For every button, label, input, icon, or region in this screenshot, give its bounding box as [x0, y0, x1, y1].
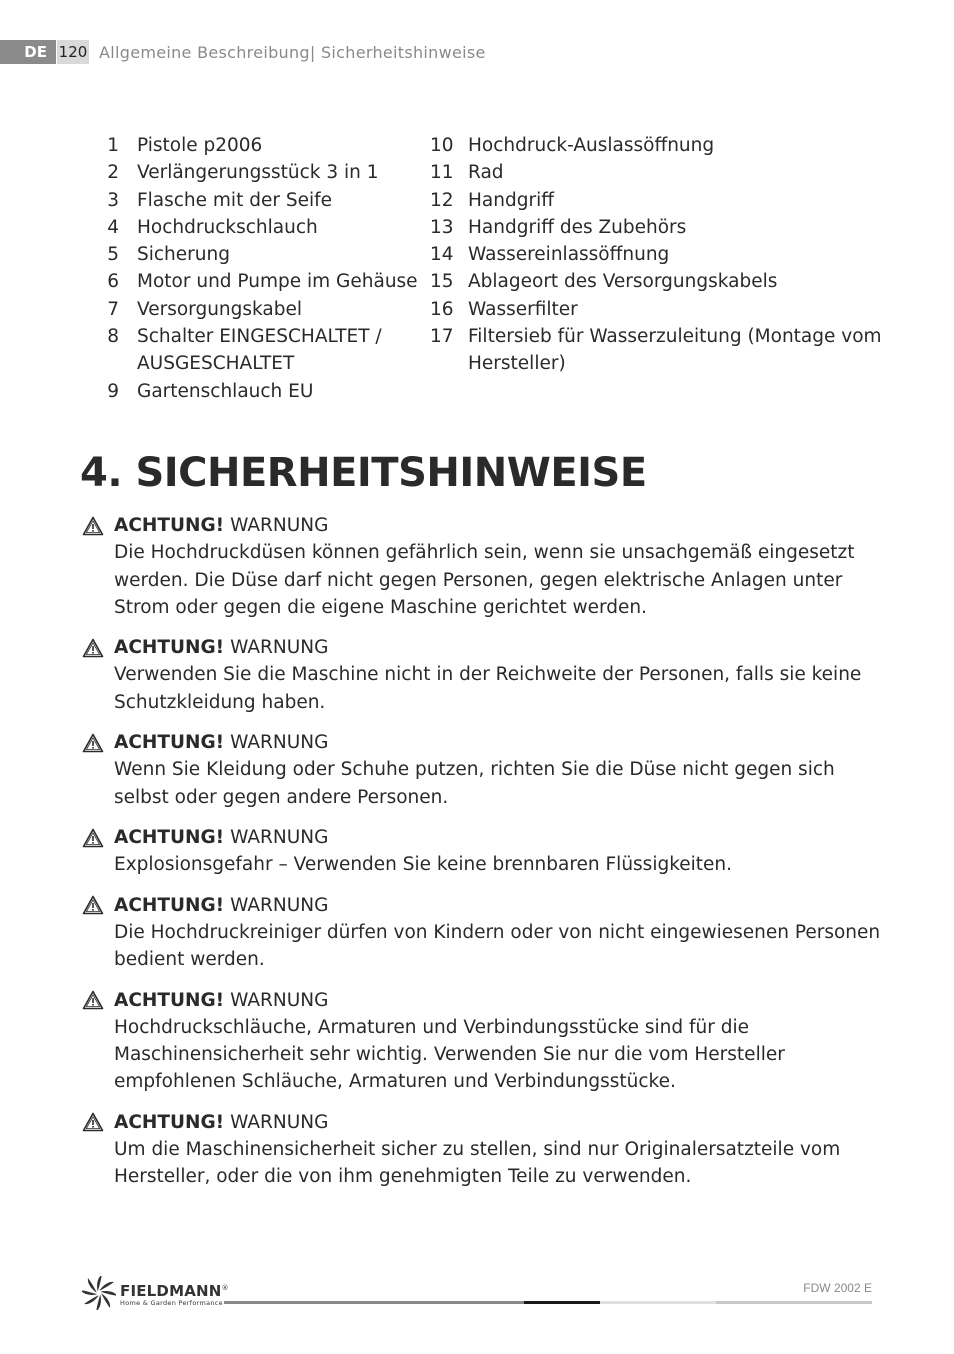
warning-header: [82, 634, 882, 661]
part-name: Handgriff: [468, 189, 554, 211]
warning-header: [82, 729, 882, 756]
warning-block: [82, 512, 882, 621]
parts-list-item: [430, 187, 900, 214]
part-name: Ablageort des Versorgungskabels: [468, 271, 778, 293]
footer-rule-light: [600, 1301, 716, 1304]
model-number: FDW 2002 E: [803, 1281, 872, 1295]
part-number: 17: [430, 326, 454, 348]
parts-list-item: [100, 378, 430, 405]
part-number: 5: [107, 244, 119, 266]
warning-type: WARNUNG: [230, 989, 329, 1011]
parts-list-item: [430, 159, 900, 186]
parts-list-item: [100, 187, 430, 214]
part-name: Motor und Pumpe im Gehäuse: [137, 271, 418, 293]
warning-header: [82, 986, 882, 1013]
part-name: Hochdruckschlauch: [137, 216, 318, 238]
part-number: 6: [107, 271, 119, 293]
warning-block: [82, 634, 882, 716]
parts-list-item: [430, 241, 900, 268]
part-name: Rad: [468, 162, 504, 184]
warning-header: [82, 824, 882, 851]
part-name: Hochdruck-Auslassöffnung: [468, 135, 715, 156]
warning-header: [82, 1109, 882, 1136]
warning-block: [82, 729, 882, 811]
part-number: 11: [430, 162, 454, 184]
part-number: 3: [107, 189, 119, 211]
warning-label: ACHTUNG!: [114, 732, 225, 754]
warning-triangle-icon: [82, 895, 104, 915]
part-number: 12: [430, 189, 454, 211]
brand-logo: [82, 1276, 229, 1310]
parts-list-left: [100, 132, 430, 405]
warnings-list: [82, 512, 882, 1204]
warning-label: ACHTUNG!: [114, 637, 225, 659]
footer-rule-black: [524, 1301, 600, 1304]
warning-triangle-icon: [82, 990, 104, 1010]
part-name: Versorgungskabel: [137, 298, 303, 320]
warning-block: [82, 986, 882, 1095]
warning-label: ACHTUNG!: [114, 1111, 225, 1133]
warning-type: WARNUNG: [230, 827, 329, 849]
warning-type: WARNUNG: [230, 1111, 329, 1133]
part-number: 16: [430, 298, 454, 320]
warning-label: ACHTUNG!: [114, 827, 225, 849]
part-name: Wasserfilter: [468, 298, 578, 320]
part-name: Wassereinlassöffnung: [468, 244, 670, 266]
warning-block: [82, 1109, 882, 1191]
part-name: Schalter EINGESCHALTET / AUSGESCHALTET: [137, 326, 382, 375]
warning-type: WARNUNG: [230, 894, 329, 916]
part-number: 13: [430, 216, 454, 238]
warning-text: Wenn Sie Kleidung oder Schuhe putzen, richten Sie die Düse nicht gegen sich selbst oder gegen andere Personen.: [114, 759, 835, 808]
part-number: 9: [107, 380, 119, 402]
registered-mark: ®: [221, 1283, 229, 1292]
warning-triangle-icon: [82, 516, 104, 536]
warning-text: Um die Maschinensicherheit sicher zu stellen, sind nur Originalersatzteile vom Hersteller, oder die von ihm genehmigten Teile zu verwenden.: [114, 1138, 841, 1188]
warning-triangle-icon: [82, 638, 104, 658]
language-tag: DE: [0, 40, 56, 64]
parts-list: [100, 132, 900, 405]
parts-list-item: [100, 132, 430, 159]
parts-list-item: [100, 214, 430, 241]
footer-rule-gray: [224, 1301, 524, 1304]
warning-triangle-icon: [82, 1112, 104, 1132]
parts-list-item: [430, 296, 900, 323]
part-name: Gartenschlauch EU: [137, 380, 314, 402]
part-name: Filtersieb für Wasserzuleitung (Montage vom Hersteller): [468, 326, 882, 375]
parts-list-item: [100, 159, 430, 186]
warning-text: Die Hochdruckdüsen können gefährlich sein, wenn sie unsachgemäß eingesetzt werden. Die Düse darf nicht gegen Personen, gegen elektrische Anlagen unter Strom oder gegen die eigene Maschine gerichtet werden.: [114, 542, 855, 618]
warning-text: Explosionsgefahr – Verwenden Sie keine brennbaren Flüssigkeiten.: [114, 854, 733, 876]
section-title: Allgemeine Beschreibung| Sicherheitshinweise: [99, 42, 486, 62]
part-name: Handgriff des Zubehörs: [468, 216, 687, 238]
warning-text: Hochdruckschläuche, Armaturen und Verbindungsstücke sind für die Maschinensicherheit sehr wichtig. Verwenden Sie nur die vom Hersteller empfohlenen Schläuche, Armaturen und Verbindungsstücke.: [114, 1016, 785, 1093]
part-number: 14: [430, 244, 454, 266]
warning-type: WARNUNG: [230, 732, 329, 754]
part-name: Pistole p2006: [137, 135, 263, 156]
part-number: 10: [430, 135, 454, 156]
page-footer: [82, 1276, 872, 1316]
warning-block: [82, 892, 882, 974]
parts-list-item: [430, 323, 900, 378]
parts-list-item: [100, 268, 430, 295]
part-number: 1: [107, 135, 119, 156]
warning-label: ACHTUNG!: [114, 894, 225, 916]
warning-text: Die Hochdruckreiniger dürfen von Kindern oder von nicht eingewiesenen Personen bedient werden.: [114, 921, 881, 971]
warning-header: [82, 512, 882, 539]
page-heading: 4. SICHERHEITSHINWEISE: [80, 450, 647, 496]
warning-label: ACHTUNG!: [114, 989, 225, 1011]
part-number: 15: [430, 271, 454, 293]
part-number: 2: [107, 162, 119, 184]
fieldmann-logo-icon: [82, 1276, 116, 1310]
brand-tagline: Home & Garden Performance: [120, 1298, 223, 1307]
part-name: Sicherung: [137, 244, 230, 266]
warning-text: Verwenden Sie die Maschine nicht in der Reichweite der Personen, falls sie keine Schutzkleidung haben.: [114, 664, 862, 713]
part-name: Flasche mit der Seife: [137, 189, 332, 211]
page-number: 120: [57, 40, 89, 64]
warning-type: WARNUNG: [230, 637, 329, 659]
warning-triangle-icon: [82, 828, 104, 848]
parts-list-right: [430, 132, 900, 405]
parts-list-item: [100, 323, 430, 378]
part-number: 8: [107, 326, 119, 348]
parts-list-item: [430, 132, 900, 159]
warning-block: [82, 824, 882, 879]
part-number: 4: [107, 216, 119, 238]
parts-list-item: [430, 214, 900, 241]
part-name: Verlängerungsstück 3 in 1: [137, 162, 379, 184]
warning-type: WARNUNG: [230, 515, 329, 537]
parts-list-item: [100, 296, 430, 323]
warning-triangle-icon: [82, 733, 104, 753]
warning-header: [82, 892, 882, 919]
footer-rule-silver: [716, 1301, 872, 1304]
brand-name: FIELDMANN: [120, 1281, 222, 1300]
part-number: 7: [107, 298, 119, 320]
warning-label: ACHTUNG!: [114, 515, 225, 537]
parts-list-item: [430, 268, 900, 295]
page-header: [0, 40, 486, 64]
parts-list-item: [100, 241, 430, 268]
